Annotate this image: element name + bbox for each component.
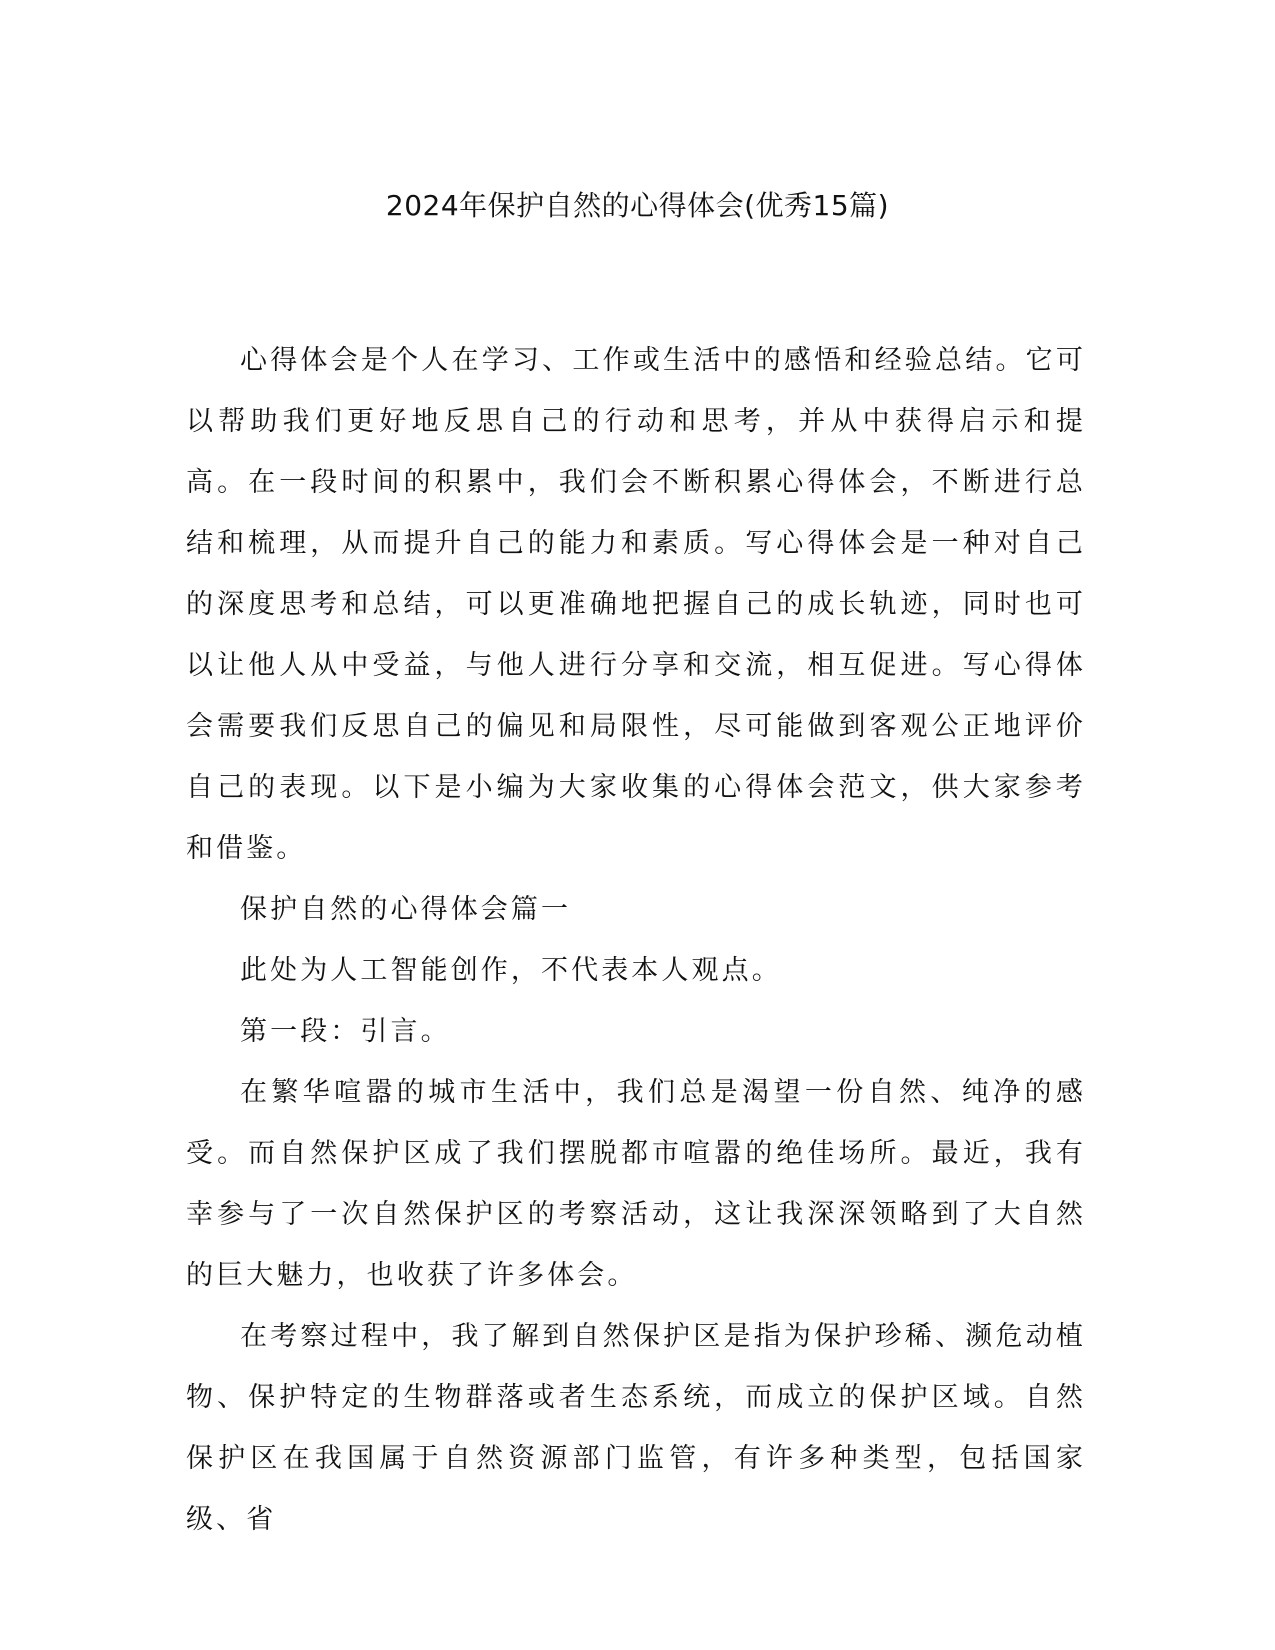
document-title: 2024年保护自然的心得体会(优秀15篇) bbox=[385, 189, 890, 222]
subsection-heading: 第一段：引言。 bbox=[240, 1016, 451, 1047]
document-body bbox=[186, 330, 1086, 1550]
intro-paragraph: 心得体会是个人在学习、工作或生活中的感悟和经验总结。它可以帮助我们更好地反思自己的行动和思考，并从中获得启示和提高。在一段时间的积累中，我们会不断积累心得体会，不断进行总结和梳理，从而提升自己的能力和素质。写心得体会是一种对自己的深度思考和总结，可以更准确地把握自己的成长轨迹，同时也可以让他人从中受益，与他人进行分享和交流，相互促进。写心得体会需要我们反思自己的偏见和局限性，尽可能做到客观公正地评价自己的表现。以下是小编为大家收集的心得体会范文，供大家参考和借鉴。 bbox=[186, 345, 1086, 864]
disclaimer-paragraph: 此处为人工智能创作，不代表本人观点。 bbox=[240, 955, 782, 986]
section-heading: 保护自然的心得体会篇一 bbox=[240, 894, 572, 925]
body-paragraph: 在考察过程中，我了解到自然保护区是指为保护珍稀、濒危动植物、保护特定的生物群落或者生态系统，而成立的保护区域。自然保护区在我国属于自然资源部门监管，有许多种类型，包括国家级、省 bbox=[186, 1321, 1086, 1535]
body-paragraph: 在繁华喧嚣的城市生活中，我们总是渴望一份自然、纯净的感受。而自然保护区成了我们摆脱都市喧嚣的绝佳场所。最近，我有幸参与了一次自然保护区的考察活动，这让我深深领略到了大自然的巨大魅力，也收获了许多体会。 bbox=[186, 1077, 1086, 1291]
